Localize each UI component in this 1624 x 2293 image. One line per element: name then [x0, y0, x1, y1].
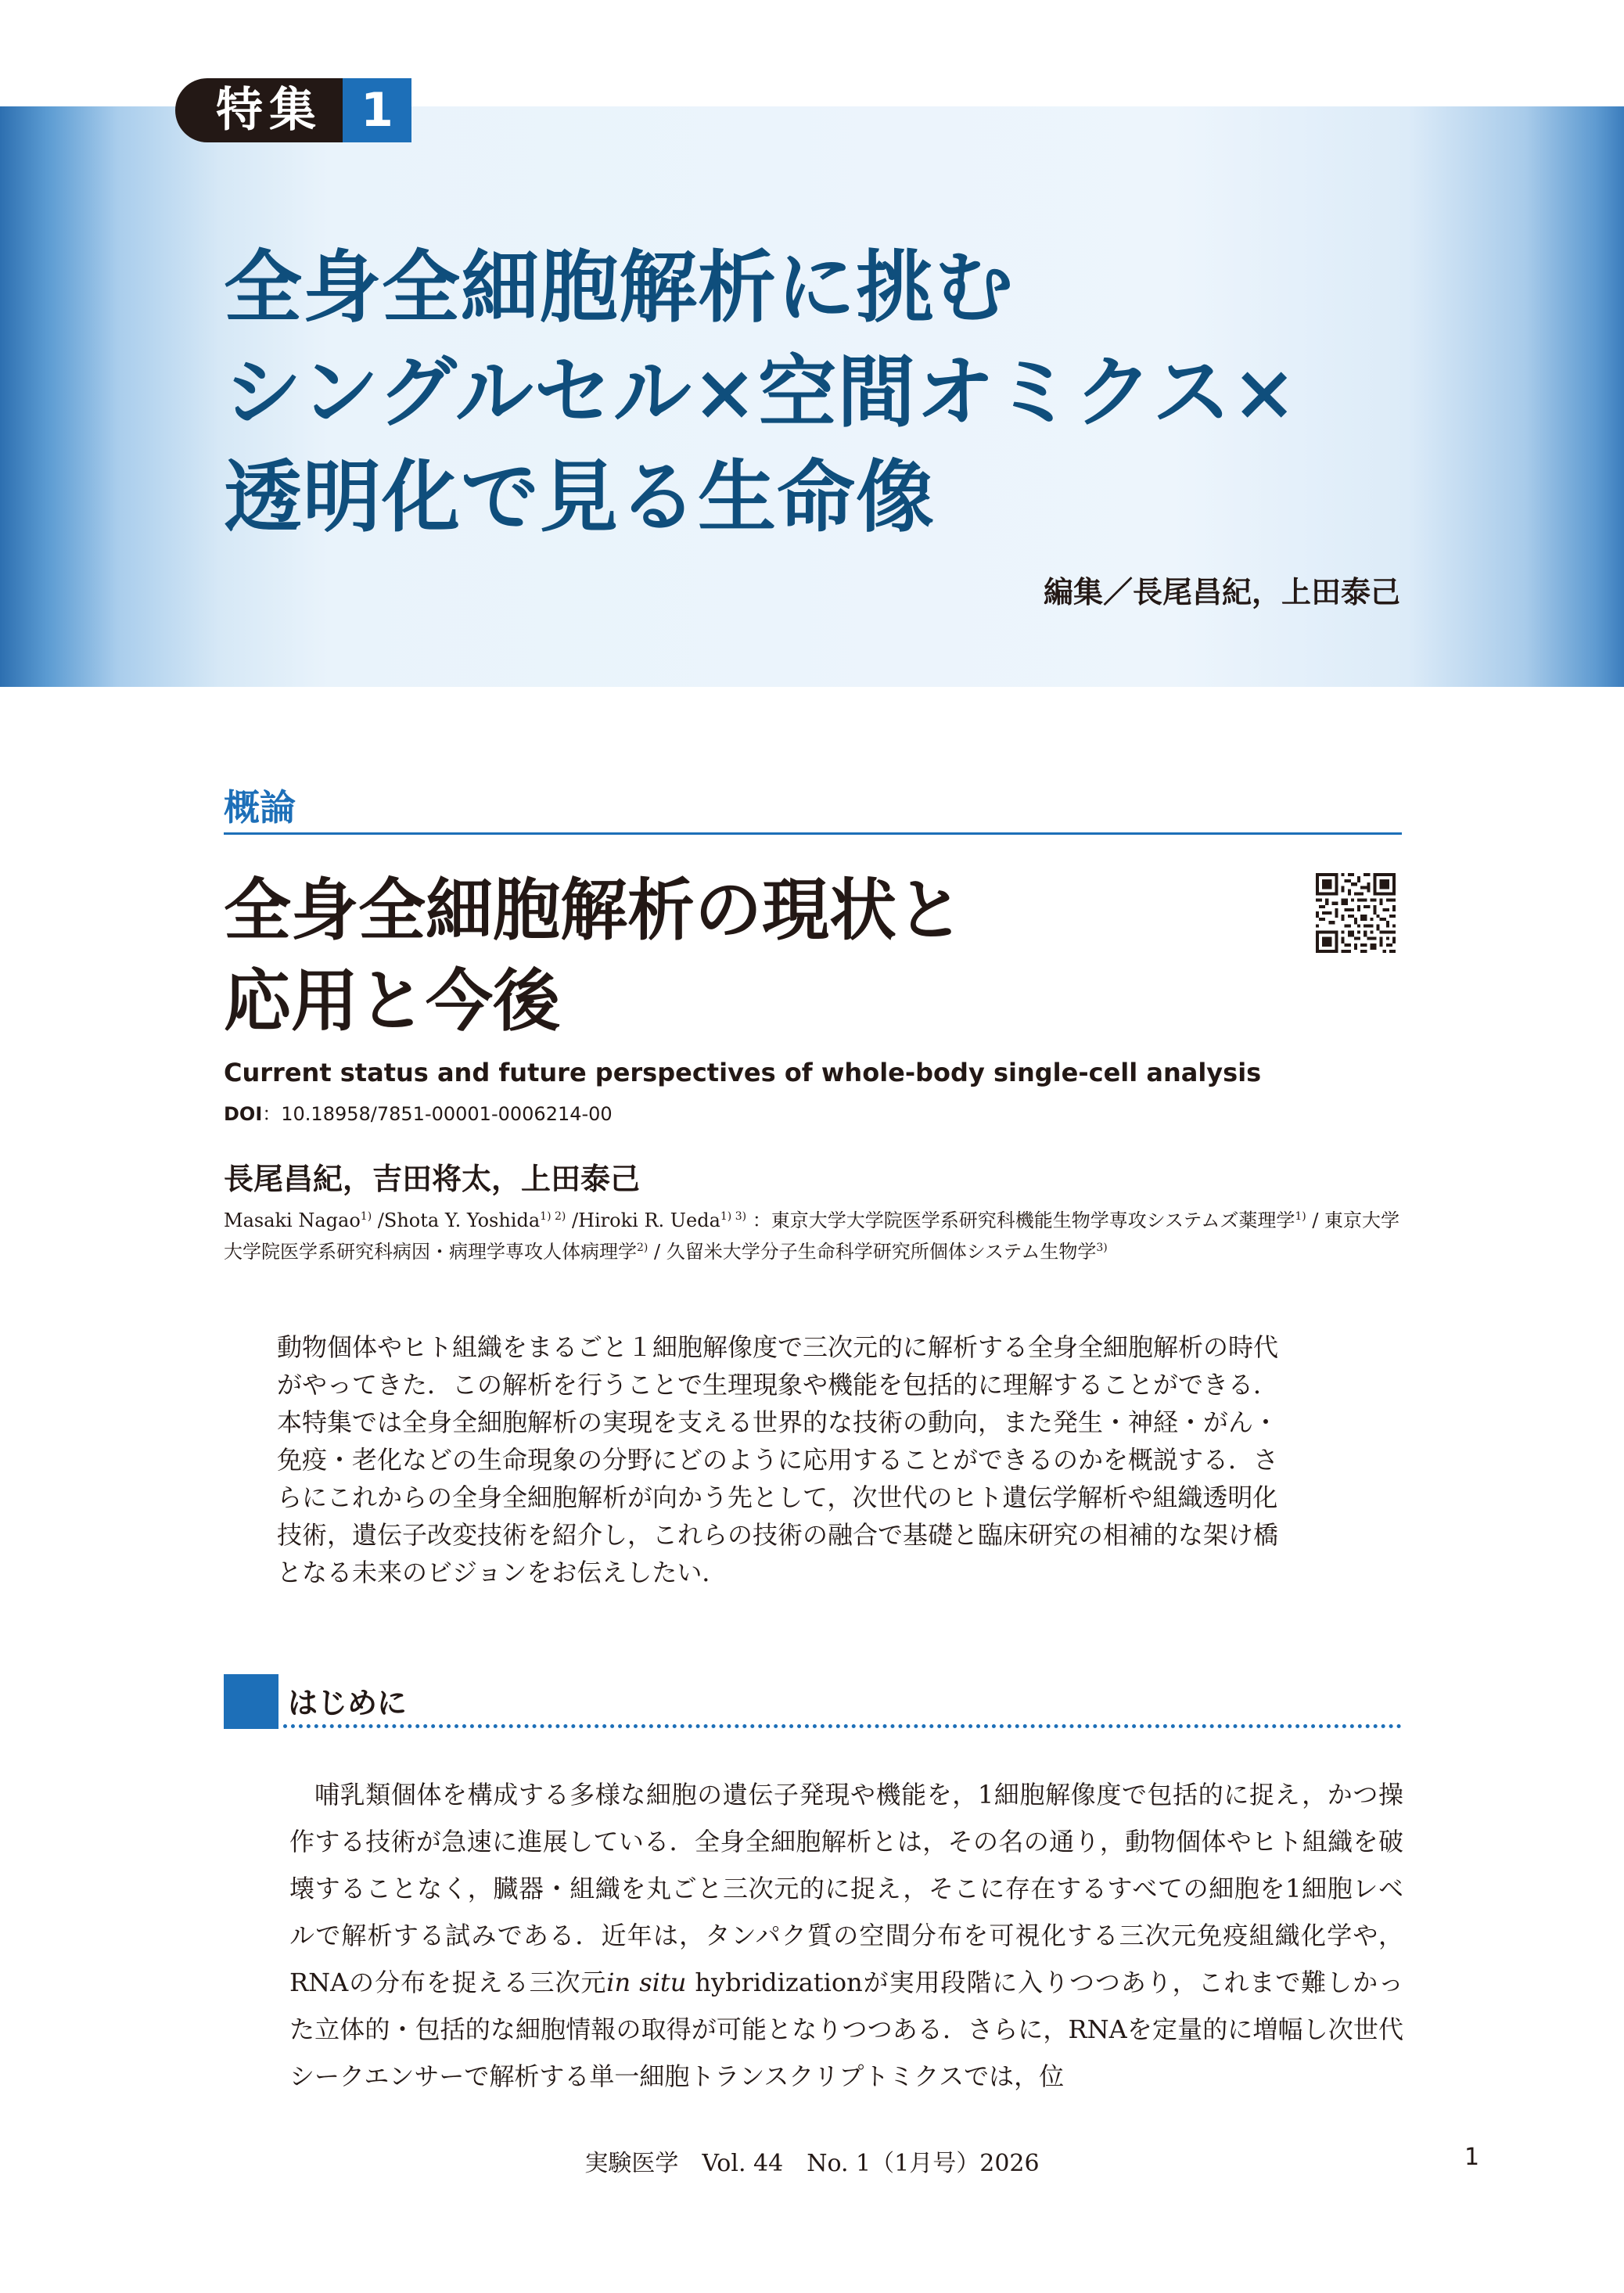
body-text-italic: in situ: [606, 1968, 687, 1997]
feature-title-line1: 全身全細胞解析に挑む: [224, 241, 1014, 333]
separator: /: [372, 1209, 384, 1231]
author-name: Hiroki R. Ueda: [578, 1209, 720, 1231]
article-title-line2: 応用と今後: [224, 962, 560, 1040]
section-heading-marker: [224, 1674, 278, 1729]
affiliation-text: 東京大学大学院医学系研究科病因・病理学専攻人体病理学: [224, 1209, 1400, 1263]
author-superscript: 1) 3): [720, 1210, 747, 1223]
separator: /: [1306, 1209, 1325, 1231]
doi-value[interactable]: 10.18958/7851-00001-0006214-00: [281, 1103, 613, 1125]
affiliations: [224, 1205, 1405, 1267]
doi-label: DOI: [224, 1103, 263, 1125]
feature-tag-number: 1: [343, 78, 411, 142]
section-rule: [224, 832, 1402, 835]
separator: /: [648, 1241, 666, 1263]
abstract-line: となる未来のビジョンをお伝えしたい．: [277, 1558, 728, 1587]
article-title-line1: 全身全細胞解析の現状と: [224, 872, 964, 950]
separator: /: [566, 1209, 579, 1231]
feature-tag: [175, 78, 411, 142]
affiliation-superscript: 2): [637, 1242, 649, 1254]
abstract-line: 免疫・老化などの生命現象の分野にどのように応用することができるのかを概説する．さ: [277, 1445, 1279, 1475]
section-heading: はじめに: [288, 1686, 408, 1720]
section-label: 概論: [224, 786, 296, 828]
abstract-line: 技術，遺伝子改変技術を紹介し，これらの技術の融合で基礎と臨床研究の相補的な架け橋: [277, 1520, 1279, 1550]
abstract-line: がやってきた．この解析を行うことで生理現象や機能を包括的に理解することができる．: [277, 1370, 1279, 1400]
journal-footer: 実験医学 Vol. 44 No. 1（1月号）2026: [584, 2150, 1040, 2177]
authors-japanese: 長尾昌紀，吉田将太，上田泰己: [224, 1162, 641, 1196]
doi: [224, 1098, 613, 1126]
feature-editors: 編集／長尾昌紀，上田泰己: [1043, 575, 1400, 609]
abstract: [277, 1328, 1352, 1591]
abstract-line: らにこれからの全身全細胞解析が向かう先として，次世代のヒト遺伝学解析や組織透明化: [277, 1483, 1278, 1512]
section-heading-dotted-rule: [283, 1724, 1402, 1728]
author-superscript: 1) 2): [540, 1210, 566, 1223]
article-title: [224, 865, 1319, 1047]
author-superscript: 1): [360, 1210, 372, 1223]
affiliation-text: 久留米大学分子生命科学研究所個体システム生物学: [666, 1241, 1097, 1263]
author-name: Shota Y. Yoshida: [383, 1209, 541, 1231]
page-number: 1: [1464, 2144, 1480, 2171]
feature-title-line3: 透明化で見る生命像: [224, 451, 935, 543]
doi-colon: ：: [262, 1103, 282, 1125]
affiliation-superscript: 1): [1295, 1210, 1306, 1223]
affiliation-superscript: 3): [1096, 1242, 1108, 1254]
qr-code-icon[interactable]: [1316, 873, 1396, 953]
abstract-line: 本特集では全身全細胞解析の実現を支える世界的な技術の動向，また発生・神経・がん・: [277, 1407, 1279, 1437]
feature-tag-label: 特集: [175, 78, 343, 142]
english-title: Current status and future perspectives of whole-body single-cell analysis: [224, 1058, 1262, 1087]
feature-title: [224, 235, 1554, 549]
body-paragraph: [289, 1771, 1403, 2100]
feature-title-line2: シングルセル×空間オミクス×: [224, 346, 1299, 438]
body-text-part: 哺乳類個体を構成する多様な細胞の遺伝子発現や機能を，1細胞解像度で包括的に捉え，かつ操作する技術が急速に進展している．全身全細胞解析とは，その名の通り，動物個体やヒト組織を破壊することなく，臓器・組織を丸ごと三次元的に捉え，そこに存在するすべての細胞を1細胞レベルで解析する試みである．近年は，タンパク質の空間分布を可視化する三次元免疫組織化学や，RNAの分布を捉える三次元: [289, 1780, 1403, 1997]
body-text-part: hybridizationが実用段階に入りつつあり，これまで難しかった立体的・包括的な細胞情報の取得が可能となりつつある．さらに，RNAを定量的に増幅し次世代シークエンサーで解析する単一細胞トランスクリプトミクスでは，位: [289, 1968, 1403, 2091]
affiliation-text: ：東京大学大学院医学系研究科機能生物学専攻システムズ薬理学: [746, 1209, 1295, 1231]
author-name: Masaki Nagao: [224, 1209, 361, 1231]
abstract-line: 動物個体やヒト組織をまるごと１細胞解像度で三次元的に解析する全身全細胞解析の時代: [277, 1332, 1279, 1362]
